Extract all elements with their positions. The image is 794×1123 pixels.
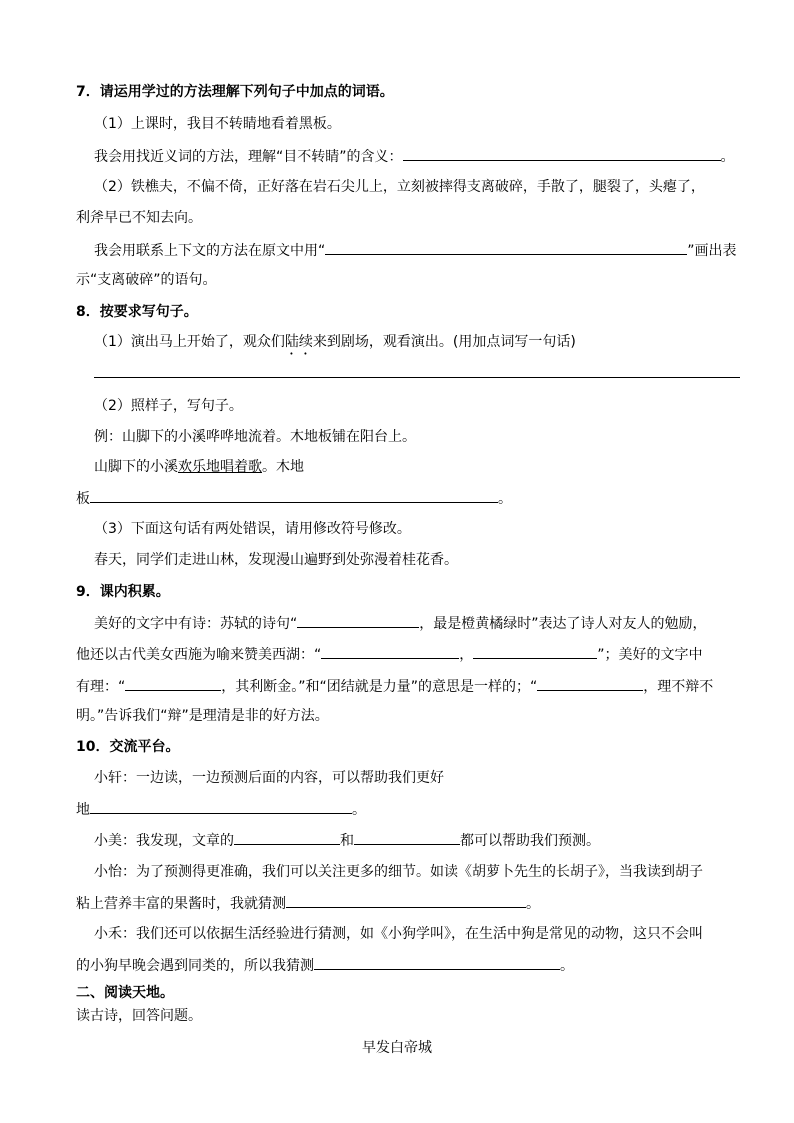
- q8-answer-2: [76, 488, 512, 509]
- q10-l5-end: 。: [526, 896, 540, 912]
- q10-l7-end: 。: [560, 958, 574, 974]
- q10-blank-1[interactable]: [90, 799, 352, 814]
- q10-blank-3[interactable]: [354, 830, 460, 845]
- q10-l5-a: 粘上营养丰富的果酱时，我就猜测: [76, 896, 286, 912]
- q7-answer-blank-1[interactable]: [403, 146, 721, 161]
- q10-l3-c: 都可以帮助我们预测。: [460, 833, 600, 849]
- q7-title: 7．请运用学过的方法理解下列句子中加点的词语。: [76, 84, 394, 100]
- q8-model: [94, 457, 304, 477]
- q8-sentence-3: （3）下面这句话有两处错误，请用修改符号修改。: [94, 521, 411, 537]
- section-2-instruction: 读古诗，回答问题。: [76, 1008, 202, 1024]
- q8-sentence-2: （2）照样子，写句子。: [94, 398, 243, 414]
- q9-blank-3[interactable]: [473, 644, 597, 659]
- q8-s1-pre: （1）演出马上开始了，观众们: [94, 334, 285, 350]
- q9-blank-4[interactable]: [125, 676, 221, 691]
- q7-prompt-2-cont: 示“支离破碎”的语句。: [76, 272, 217, 288]
- q8-answer-blank-2[interactable]: [90, 488, 498, 503]
- q7-prompt-2-end: ”画出表: [687, 243, 737, 259]
- q9-l1-a: 美好的文字中有诗：苏轼的诗句“: [94, 616, 298, 632]
- q10-l3-a: 小美：我发现，文章的: [94, 833, 234, 849]
- q10-title: 10．交流平台。: [76, 739, 180, 755]
- q7-prompt-2: [94, 240, 737, 261]
- q10-line-4: 小怡：为了预测得更准确，我们可以关注更多的细节。如读《胡萝卜先生的长胡子》，当我读到胡子: [94, 864, 703, 880]
- q10-blank-5[interactable]: [314, 955, 560, 970]
- q9-line-4: 明。”告诉我们“辩”是理清是非的好方法。: [76, 708, 329, 724]
- q7-prompt-1: [94, 146, 735, 167]
- q7-prompt-1-text: 我会用找近义词的方法，理解“目不转睛”的含义：: [94, 149, 403, 165]
- q8-answer-2-pre: 板: [76, 491, 90, 507]
- q10-line-1: 小轩：一边读，一边预测后面的内容，可以帮助我们更好: [94, 770, 444, 786]
- q7-sentence-2-line2: 利斧早已不知去向。: [76, 210, 202, 226]
- section-2-title: 二、阅读天地。: [76, 985, 174, 1001]
- q8-s3-sentence: 春天，同学们走进山林，发现漫山遍野到处弥漫着桂花香。: [94, 552, 458, 568]
- q10-l2-end: 。: [352, 802, 366, 818]
- q9-blank-1[interactable]: [297, 613, 419, 628]
- q8-example: 例：山脚下的小溪哗哗地流着。木地板铺在阳台上。: [94, 429, 416, 445]
- q8-s1-dotted-word: 陆续: [284, 334, 313, 350]
- q8-model-underlined: 欢乐地唱着歌: [178, 459, 262, 475]
- q8-model-post: 。木地: [262, 459, 304, 475]
- q9-blank-2[interactable]: [321, 644, 459, 659]
- q10-blank-2[interactable]: [234, 830, 340, 845]
- q7-prompt-2-text: 我会用联系上下文的方法在原文中用“: [94, 243, 326, 259]
- q8-model-pre: 山脚下的小溪: [94, 459, 178, 475]
- q9-l2-c: ”；美好的文字中: [597, 647, 703, 663]
- q8-answer-line-1[interactable]: [94, 377, 740, 378]
- q9-title: 9．课内积累。: [76, 584, 170, 600]
- q9-line-3: [76, 676, 713, 697]
- q9-l2-b: ，: [459, 647, 474, 663]
- q10-blank-4[interactable]: [286, 893, 526, 908]
- q8-s1-post: 来到剧场，观看演出。(用加点词写一句话): [312, 334, 576, 350]
- q10-line-7: [76, 955, 574, 976]
- q7-answer-blank-2[interactable]: [325, 240, 687, 255]
- q10-line-5: [76, 893, 540, 914]
- q9-blank-5[interactable]: [537, 676, 643, 691]
- q9-l3-a: 有理：“: [76, 679, 126, 695]
- q10-line-6: 小禾：我们还可以依据生活经验进行猜测，如《小狗学叫》，在生活中狗是常见的动物，这只不会叫: [94, 926, 703, 942]
- q9-l3-c: ，理不辩不: [643, 679, 714, 695]
- q9-l3-b: ，其利断金。”和“团结就是力量”的意思是一样的；“: [221, 679, 538, 695]
- q8-title: 8．按要求写句子。: [76, 304, 198, 320]
- q10-l3-b: 和: [340, 833, 354, 849]
- q7-sentence-2-line1: （2）铁樵夫，不偏不倚，正好落在岩石尖儿上，立刻被摔得支离破碎，手散了，腿裂了，头瘪了，: [94, 179, 705, 195]
- q9-l1-b: ，最是橙黄橘绿时”表达了诗人对友人的勉励，: [419, 616, 707, 632]
- q9-line-2: [76, 644, 703, 665]
- q7-prompt-1-end: 。: [720, 149, 735, 165]
- q10-l2-pre: 地: [76, 802, 90, 818]
- q8-sentence-1: [94, 332, 576, 358]
- q10-l7-a: 的小狗早晚会遇到同类的，所以我猜测: [76, 958, 314, 974]
- q10-line-3: [94, 830, 600, 851]
- q9-l2-a: 他还以古代美女西施为喻来赞美西湖：“: [76, 647, 322, 663]
- q9-line-1: [94, 613, 707, 634]
- q7-sentence-1: （1）上课时，我目不转睛地看着黑板。: [94, 116, 341, 132]
- q8-answer-2-end: 。: [498, 491, 512, 507]
- poem-title: 早发白帝城: [362, 1040, 432, 1056]
- q10-line-2: [76, 799, 366, 820]
